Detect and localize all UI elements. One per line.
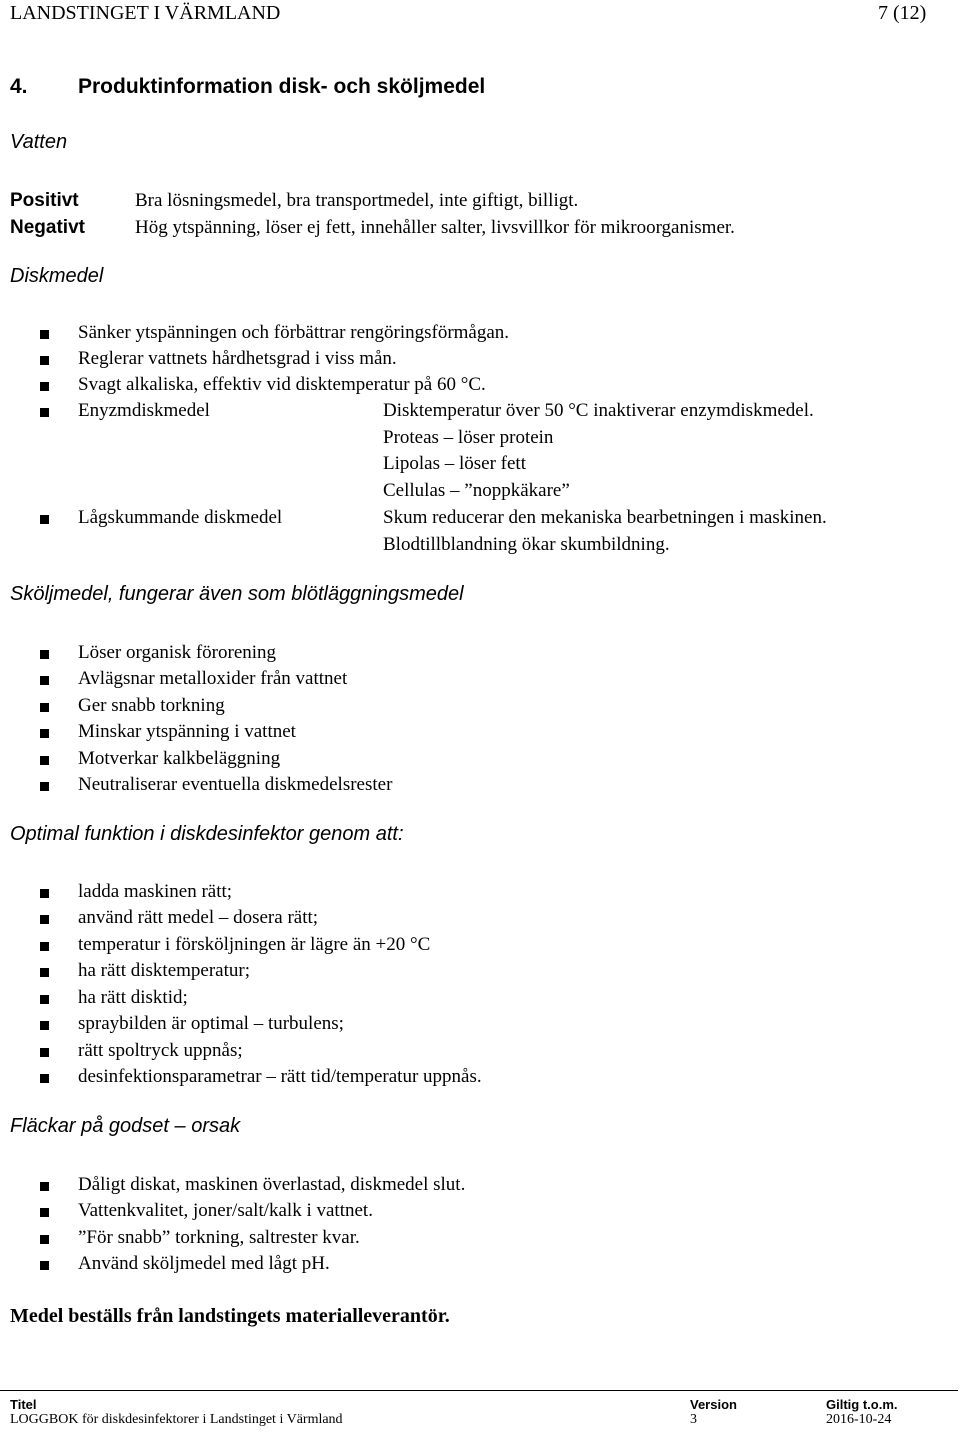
bullet-icon xyxy=(40,1074,49,1083)
footer-divider xyxy=(0,1390,958,1391)
list-item: Löser organisk förorening xyxy=(78,642,277,663)
lagskummande-label: Lågskummande diskmedel xyxy=(78,507,283,528)
vatten-heading: Vatten xyxy=(10,131,68,153)
bullet-icon xyxy=(40,650,49,659)
list-item: Använd sköljmedel med lågt pH. xyxy=(78,1253,330,1274)
footer-titel-value: LOGGBOK för diskdesinfektorer i Landstinget i Värmland xyxy=(10,1412,343,1427)
list-item: Minskar ytspänning i vattnet xyxy=(78,721,296,742)
bullet-icon xyxy=(40,915,49,924)
bullet-icon xyxy=(40,382,49,391)
negativ-label: Negativt xyxy=(10,217,85,238)
enzym-line: Lipolas – löser fett xyxy=(383,453,526,474)
section-title xyxy=(10,75,485,99)
flackar-heading: Fläckar på godset – orsak xyxy=(10,1115,241,1137)
footer-version-value: 3 xyxy=(690,1412,697,1427)
enzym-line: Proteas – löser protein xyxy=(383,427,554,448)
bullet-icon xyxy=(40,782,49,791)
list-item: ha rätt disktid; xyxy=(78,987,188,1008)
bullet-icon xyxy=(40,1261,49,1270)
list-item: desinfektionsparametrar – rätt tid/temperatur uppnås. xyxy=(78,1066,482,1087)
bullet-icon xyxy=(40,942,49,951)
list-item: Avlägsnar metalloxider från vattnet xyxy=(78,668,348,689)
list-item: ha rätt disktemperatur; xyxy=(78,960,250,981)
section-number: 4. xyxy=(10,75,28,98)
bullet-icon xyxy=(40,408,49,417)
lagskummande-line: Blodtillblandning ökar skumbildning. xyxy=(383,534,670,555)
diskmedel-heading: Diskmedel xyxy=(10,265,104,287)
list-item: ”För snabb” torkning, saltrester kvar. xyxy=(78,1227,360,1248)
footer-giltig-label: Giltig t.o.m. xyxy=(826,1397,898,1412)
list-item: ladda maskinen rätt; xyxy=(78,881,233,902)
enzym-line: Disktemperatur över 50 °C inaktiverar enzymdiskmedel. xyxy=(383,400,814,421)
list-item: Ger snabb torkning xyxy=(78,695,225,716)
bullet-icon xyxy=(40,995,49,1004)
bullet-icon xyxy=(40,1021,49,1030)
header-organization: LANDSTINGET I VÄRMLAND xyxy=(10,2,281,24)
optimal-heading: Optimal funktion i diskdesinfektor genom att: xyxy=(10,823,404,845)
bullet-icon xyxy=(40,1235,49,1244)
list-item: Vattenkvalitet, joner/salt/kalk i vattnet. xyxy=(78,1200,373,1221)
bullet-icon xyxy=(40,703,49,712)
section-title-text: Produktinformation disk- och sköljmedel xyxy=(78,75,486,98)
list-item: spraybilden är optimal – turbulens; xyxy=(78,1013,344,1034)
bullet-icon xyxy=(40,356,49,365)
bullet-icon xyxy=(40,515,49,524)
bullet-icon xyxy=(40,676,49,685)
bullet-icon xyxy=(40,756,49,765)
list-item: Motverkar kalkbeläggning xyxy=(78,748,281,769)
footer-titel-label: Titel xyxy=(10,1397,37,1412)
list-item: använd rätt medel – dosera rätt; xyxy=(78,907,319,928)
list-item: rätt spoltryck uppnås; xyxy=(78,1040,243,1061)
list-item: Reglerar vattnets hårdhetsgrad i viss mån. xyxy=(78,348,397,369)
supplier-note: Medel beställs från landstingets materialleverantör. xyxy=(10,1305,450,1327)
list-item: temperatur i försköljningen är lägre än +20 °C xyxy=(78,934,431,955)
list-item: Dåligt diskat, maskinen överlastad, diskmedel slut. xyxy=(78,1174,466,1195)
header-page-number: 7 (12) xyxy=(878,2,927,24)
negativ-text: Hög ytspänning, löser ej fett, innehåller salter, livsvillkor för mikroorganismer. xyxy=(135,217,735,238)
skoljmedel-heading: Sköljmedel, fungerar även som blötläggningsmedel xyxy=(10,583,464,605)
enzym-label: Enyzmdiskmedel xyxy=(78,400,210,421)
footer-giltig-value: 2016-10-24 xyxy=(826,1412,892,1427)
bullet-icon xyxy=(40,330,49,339)
bullet-icon xyxy=(40,1048,49,1057)
bullet-icon xyxy=(40,1208,49,1217)
enzym-line: Cellulas – ”noppkäkare” xyxy=(383,480,570,501)
list-item: Neutraliserar eventuella diskmedelsrester xyxy=(78,774,393,795)
footer-version-label: Version xyxy=(690,1397,737,1412)
positiv-text: Bra lösningsmedel, bra transportmedel, inte giftigt, billigt. xyxy=(135,190,579,211)
lagskummande-line: Skum reducerar den mekaniska bearbetningen i maskinen. xyxy=(383,507,827,528)
bullet-icon xyxy=(40,889,49,898)
positiv-label: Positivt xyxy=(10,190,79,211)
bullet-icon xyxy=(40,729,49,738)
list-item: Svagt alkaliska, effektiv vid disktemperatur på 60 °C. xyxy=(78,374,486,395)
bullet-icon xyxy=(40,1182,49,1191)
bullet-icon xyxy=(40,968,49,977)
list-item: Sänker ytspänningen och förbättrar rengöringsförmågan. xyxy=(78,322,510,343)
